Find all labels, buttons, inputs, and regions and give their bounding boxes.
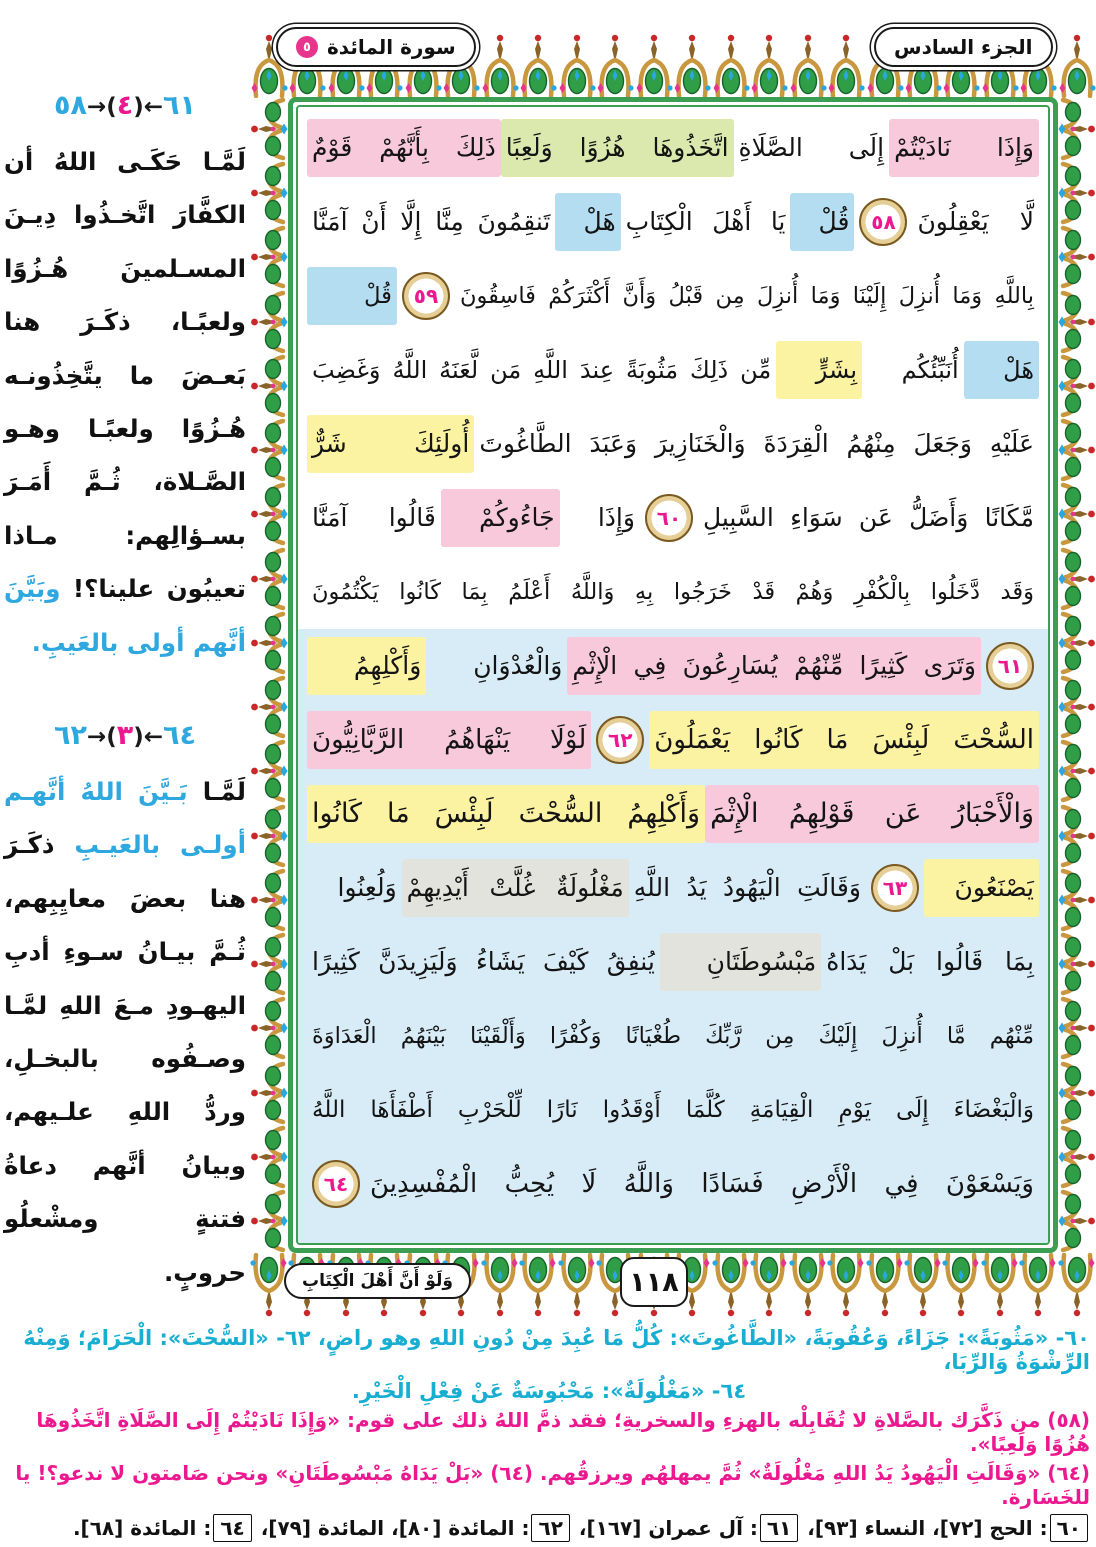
quran-line: [307, 259, 1039, 333]
border-palmette-motif: [712, 34, 750, 98]
border-palmette-motif: [558, 1253, 596, 1317]
border-palmette-motif: [981, 1253, 1019, 1317]
margin-note-1: [4, 90, 246, 669]
quran-line: [307, 703, 1039, 777]
quran-text-segment: وَالْعُدْوَانِ: [473, 651, 563, 680]
border-palmette-motif: [1058, 418, 1096, 482]
margin-note-text-segment: ذكَـرَ هنا بعضَ معايِبِهم، ثُـمَّ بيـانُ سـوءِ أدبِ اليهـودِ مـعَ اللهِ لمَّـا وصـفُوه بالبخـلِ، وردُّ اللهِ علـيهم، وبيانُ أنَّهم دعاةُ فتنةٍ ومشْعلُو حروبٍ.: [4, 830, 246, 1287]
margin-note-1-verse-range: ٦١←(٤)→٥٨: [53, 90, 196, 121]
ornamental-border-right: [1058, 97, 1096, 1253]
quran-text-segment: مَغْلُولَةٌ غُلَّتْ أَيْدِيهِمْ: [402, 859, 629, 917]
border-palmette-motif: [250, 1189, 288, 1253]
border-palmette-motif: [250, 932, 288, 996]
left-arrow-icon: ←: [143, 724, 164, 750]
quran-text-segment: وَالْبَغْضَاءَ إِلَى يَوْمِ الْقِيَامَةِ كُلَّمَا أَوْقَدُوا نَارًا لِّلْحَرْبِ أَطْفَأَهَا اللَّهُ: [312, 1097, 1034, 1123]
border-palmette-motif: [1058, 161, 1096, 225]
ornamental-border-left: [250, 97, 288, 1253]
guidance-note-line-2: (٦٤) «وَقَالَتِ الْيَهُودُ يَدُ اللهِ مَغْلُولَةٌ» ثُمَّ يمهلهُم ويرزقُهم. (٦٤) «بَلْ يَدَاهُ مَبْسُوطَتَانِ» ونحن صَامتون لا ندعو؟! يا للخَسَارة.: [15, 1461, 1090, 1509]
quran-text-segment: وَالْأَحْبَارُ عَن قَوْلِهِمُ الْإِثْمَ: [705, 785, 1039, 843]
quran-line: [307, 481, 1039, 555]
border-palmette-motif: [1058, 34, 1096, 98]
range-from-number: ٦٢: [53, 720, 87, 751]
quran-line: [307, 1073, 1039, 1147]
quran-text-segment: وَأَكْلِهِمُ السُّحْتَ لَبِئْسَ مَا كَانُوا: [307, 785, 705, 843]
guidance-note-line-1: (٥٨) من ذَكَّرَك بالصَّلاةِ لا تُقَابِلْه بالهزءِ والسخريةِ؛ فقد ذمَّ اللهُ ذلك على قوم: «وَإِذَا نَادَيْتُمْ إِلَى الصَّلَاةِ اتَّخَذُوهَا هُزُوًا وَلَعِبًا».: [36, 1408, 1090, 1456]
border-palmette-motif: [519, 34, 557, 98]
margin-note-text-segment: لَمَّـا حَكَـى اللهُ أن الكفَّارَ اتَّخـذُوا دِيـنَ المسـلمينَ هُـزُوًا ولعبًـا، ذكَـرَ هنا بَعـضَ ما يتَّخِذُونـه هُـزُوًا ولعبًـا وهـو الصَّـلاة، ثُـمَّ أَمَـرَ بسـؤالِهم: مـاذا تعيبُون علينا؟!: [4, 147, 246, 604]
quran-text-segment: لَّا يَعْقِلُونَ: [917, 207, 1034, 236]
quran-text-segment: بِشَرٍّ: [776, 341, 862, 399]
verse-number-medallion: ٥٨: [859, 198, 907, 246]
quran-text-segment: هَلْ: [555, 193, 620, 251]
border-palmette-motif: [250, 675, 288, 739]
border-palmette-motif: [1058, 996, 1096, 1060]
juz-title-cartouche: [874, 27, 1053, 67]
reference-text: : المائدة [٨٠]، المائدة [٧٩]،: [253, 1516, 530, 1540]
quran-text-segment: وَلُعِنُوا: [337, 873, 397, 902]
quran-text-segment: وَقَد دَّخَلُوا بِالْكُفْرِ وَهُمْ قَدْ خَرَجُوا بِهِ وَاللَّهُ أَعْلَمُ بِمَا كَانُوا يَكْتُمُونَ: [312, 579, 1034, 605]
juz-title: الجزء السادس: [894, 35, 1033, 59]
left-arrow-icon: ←: [143, 94, 164, 120]
verse-number-medallion: ٦٢: [596, 716, 644, 764]
border-palmette-motif: [250, 290, 288, 354]
surah-title-cartouche: [276, 27, 476, 67]
border-palmette-motif: [750, 1253, 788, 1317]
border-palmette-motif: [1019, 1253, 1057, 1317]
border-palmette-motif: [250, 1061, 288, 1125]
border-palmette-motif: [250, 354, 288, 418]
quran-line: [307, 851, 1039, 925]
border-palmette-motif: [250, 547, 288, 611]
quran-line: [307, 333, 1039, 407]
right-arrow-icon: →: [86, 94, 107, 120]
border-palmette-motif: [1058, 868, 1096, 932]
quran-text-segment: وَأَكْلِهِمُ: [307, 637, 426, 695]
margin-note-1-text: [4, 135, 246, 669]
range-from-number: ٥٨: [53, 90, 87, 121]
cross-references-line: [8, 1514, 1090, 1542]
border-palmette-motif: [1058, 739, 1096, 803]
reference-text: : آل عمران [١٦٧]،: [571, 1516, 758, 1540]
quran-text-segment: قُلْ: [307, 267, 397, 325]
quran-line: [307, 999, 1039, 1073]
next-page-catchword-cartouche: وَلَوْ أَنَّ أَهْلَ الْكِتَابِ: [284, 1263, 471, 1299]
border-palmette-motif: [1058, 611, 1096, 675]
border-palmette-motif: [1058, 354, 1096, 418]
range-to-number: ٦١: [163, 90, 196, 121]
quran-text-segment: وَقَالَتِ الْيَهُودُ يَدُ اللَّهِ: [633, 873, 861, 902]
quran-line: [307, 555, 1039, 629]
border-palmette-motif: [1058, 1253, 1096, 1317]
quran-text-segment: إِلَى الصَّلَاةِ: [738, 133, 885, 162]
border-palmette-motif: [1058, 1189, 1096, 1253]
surah-number-badge: ٥: [296, 36, 318, 58]
quran-text-segment: تَنقِمُونَ مِنَّا إِلَّا أَنْ آمَنَّا: [312, 207, 551, 236]
quran-text-segment: اتَّخَذُوهَا هُزُوًا وَلَعِبًا: [501, 119, 734, 177]
range-to-number: ٦٤: [163, 720, 196, 751]
verse-number-medallion: ٦٠: [645, 494, 693, 542]
margin-note-text-segment: وبَيَّنَ أنَّهم أولى بالعَيبِ.: [4, 574, 246, 657]
quran-text-segment: يَصْنَعُونَ: [924, 859, 1039, 917]
quran-text-segment: مِّنْهُم مَّا أُنزِلَ إِلَيْكَ مِن رَّبِّكَ طُغْيَانًا وَكُفْرًا وَأَلْقَيْنَا بَيْنَهُمُ الْعَدَاوَةَ: [312, 1023, 1034, 1049]
quran-text-frame: [288, 97, 1058, 1253]
word-meanings-line-2: ٦٤- «مَغْلُولَةٌ»: مَحْبُوسَةٌ عَنْ فِعْلِ الْخَيْرِ.: [351, 1379, 747, 1403]
border-palmette-motif: [596, 34, 634, 98]
border-palmette-motif: [1058, 97, 1096, 161]
border-palmette-motif: [250, 418, 288, 482]
border-palmette-motif: [1058, 804, 1096, 868]
surah-title: سورة المائدة: [327, 35, 456, 59]
border-palmette-motif: [942, 1253, 980, 1317]
border-palmette-motif: [1058, 675, 1096, 739]
quran-text-segment: مَبْسُوطَتَانِ: [660, 933, 821, 991]
quran-line: [307, 407, 1039, 481]
border-palmette-motif: [789, 1253, 827, 1317]
quran-text-segment: جَاءُوكُمْ: [441, 489, 560, 547]
margin-note-2-verse-range: ٦٤←(٣)→٦٢: [53, 720, 196, 751]
border-palmette-motif: [250, 868, 288, 932]
quran-line: [307, 925, 1039, 999]
border-palmette-motif: [250, 1125, 288, 1189]
quran-lines-lower-section: [298, 629, 1048, 1243]
border-palmette-motif: [750, 34, 788, 98]
page-number-badge: ١١٨: [620, 1257, 688, 1307]
border-palmette-motif: [1058, 932, 1096, 996]
quran-text-segment: لَوْلَا يَنْهَاهُمُ الرَّبَّانِيُّونَ: [307, 711, 591, 769]
border-palmette-motif: [250, 1253, 288, 1317]
quran-text-segment: أُولَئِكَ شَرٌّ: [307, 415, 474, 473]
quran-text-segment: عَلَيْهِ وَجَعَلَ مِنْهُمُ الْقِرَدَةَ وَالْخَنَازِيرَ وَعَبَدَ الطَّاغُوتَ: [479, 429, 1034, 458]
reference-verse-number-box: ٦٠: [1050, 1514, 1088, 1542]
quran-line: [307, 777, 1039, 851]
reference-verse-number-box: ٦٤: [213, 1514, 251, 1542]
border-palmette-motif: [250, 739, 288, 803]
margin-note-2: [4, 720, 246, 1299]
quran-text-segment: هَلْ: [964, 341, 1039, 399]
quran-text-segment: ذَلِكَ بِأَنَّهُمْ قَوْمٌ: [307, 119, 501, 177]
border-palmette-motif: [1058, 1061, 1096, 1125]
border-palmette-motif: [712, 1253, 750, 1317]
border-palmette-motif: [558, 34, 596, 98]
border-palmette-motif: [827, 1253, 865, 1317]
border-palmette-motif: [635, 34, 673, 98]
range-count-number: ٤: [116, 90, 134, 121]
border-palmette-motif: [789, 34, 827, 98]
border-palmette-motif: [250, 161, 288, 225]
word-meanings-line-1: ٦٠- «مَثُوبَةً»: جَزَاءً، وَعُقُوبَةً، «الطَّاغُوتَ»: كُلُّ مَا عُبِدَ مِنْ دُونِ اللهِ وهو راضٍ، ٦٢- «السُّحْتَ»: الْحَرَامَ؛ وَمِنْهُ الرِّشْوَةُ وَالرِّبَا،: [23, 1326, 1090, 1374]
border-palmette-motif: [481, 1253, 519, 1317]
quran-text-segment: بِمَا قَالُوا بَلْ يَدَاهُ: [826, 947, 1034, 976]
border-palmette-motif: [250, 611, 288, 675]
border-palmette-motif: [1058, 225, 1096, 289]
quran-line: [307, 185, 1039, 259]
border-palmette-motif: [250, 996, 288, 1060]
margin-note-text-segment: لَمَّـا: [187, 777, 247, 806]
verse-number-medallion: ٦١: [986, 642, 1034, 690]
range-count-number: ٣: [116, 720, 134, 751]
quran-text-segment: أُنَبِّئُكُم: [901, 356, 959, 384]
verse-number-medallion: ٦٣: [871, 864, 919, 912]
quran-line: [307, 629, 1039, 703]
border-palmette-motif: [1058, 482, 1096, 546]
border-palmette-motif: [250, 482, 288, 546]
border-palmette-motif: [673, 34, 711, 98]
border-palmette-motif: [250, 804, 288, 868]
quran-text-segment: وَإِذَا: [597, 503, 635, 532]
border-palmette-motif: [827, 34, 865, 98]
border-palmette-motif: [1058, 290, 1096, 354]
border-palmette-motif: [1058, 547, 1096, 611]
quran-text-segment: يُنفِقُ كَيْفَ يَشَاءُ وَلَيَزِيدَنَّ كَثِيرًا: [312, 947, 655, 976]
quran-text-segment: قَالُوا آمَنَّا: [311, 503, 436, 532]
border-palmette-motif: [866, 1253, 904, 1317]
border-palmette-motif: [250, 225, 288, 289]
quran-lines-upper-section: [298, 107, 1048, 629]
margin-commentary-column: [4, 90, 247, 1287]
border-palmette-motif: [481, 34, 519, 98]
quran-text-segment: بِاللَّهِ وَمَا أُنزِلَ إِلَيْنَا وَمَا أُنزِلَ مِن قَبْلُ وَأَنَّ أَكْثَرَكُمْ فَاسِقُونَ: [459, 283, 1034, 309]
reference-verse-number-box: ٦٢: [531, 1514, 569, 1542]
quran-text-segment: قُلْ: [790, 193, 854, 251]
quran-text-segment: وَإِذَا نَادَيْتُمْ: [889, 119, 1039, 177]
reference-text: : المائدة [٦٨].: [72, 1516, 212, 1540]
quran-text-area: [296, 105, 1050, 1245]
margin-note-text-segment: بَـيَّنَ اللهُ أنَّهـم أولـى بالعَيـبِ: [4, 777, 246, 860]
quran-text-segment: وَيَسْعَوْنَ فِي الْأَرْضِ فَسَادًا وَاللَّهُ لَا يُحِبُّ الْمُفْسِدِينَ: [370, 1169, 1034, 1199]
verse-number-medallion: ٥٩: [402, 272, 450, 320]
reference-verse-number-box: ٦١: [760, 1514, 798, 1542]
border-palmette-motif: [519, 1253, 557, 1317]
right-arrow-icon: →: [86, 724, 107, 750]
verse-number-medallion: ٦٤: [312, 1160, 360, 1208]
border-palmette-motif: [1058, 1125, 1096, 1189]
footer-notes: [8, 1326, 1090, 1547]
border-palmette-motif: [250, 97, 288, 161]
quran-line: [307, 111, 1039, 185]
reference-text: : الحج [٧٢]، النساء [٩٣]،: [800, 1516, 1048, 1540]
quran-text-segment: مَّكَانًا وَأَضَلُّ عَن سَوَاءِ السَّبِيلِ: [702, 503, 1034, 532]
border-palmette-motif: [904, 1253, 942, 1317]
quran-line: [307, 1147, 1039, 1221]
quran-text-segment: يَا أَهْلَ الْكِتَابِ: [625, 207, 786, 236]
quran-text-segment: السُّحْتَ لَبِئْسَ مَا كَانُوا يَعْمَلُونَ: [649, 711, 1039, 769]
quran-text-segment: وَتَرَى كَثِيرًا مِّنْهُمْ يُسَارِعُونَ فِي الْإِثْمِ: [567, 637, 981, 695]
quran-text-segment: مِّن ذَلِكَ مَثُوبَةً عِندَ اللَّهِ مَن لَّعَنَهُ اللَّهُ وَغَضِبَ: [311, 356, 772, 384]
margin-note-2-text: [4, 765, 246, 1299]
